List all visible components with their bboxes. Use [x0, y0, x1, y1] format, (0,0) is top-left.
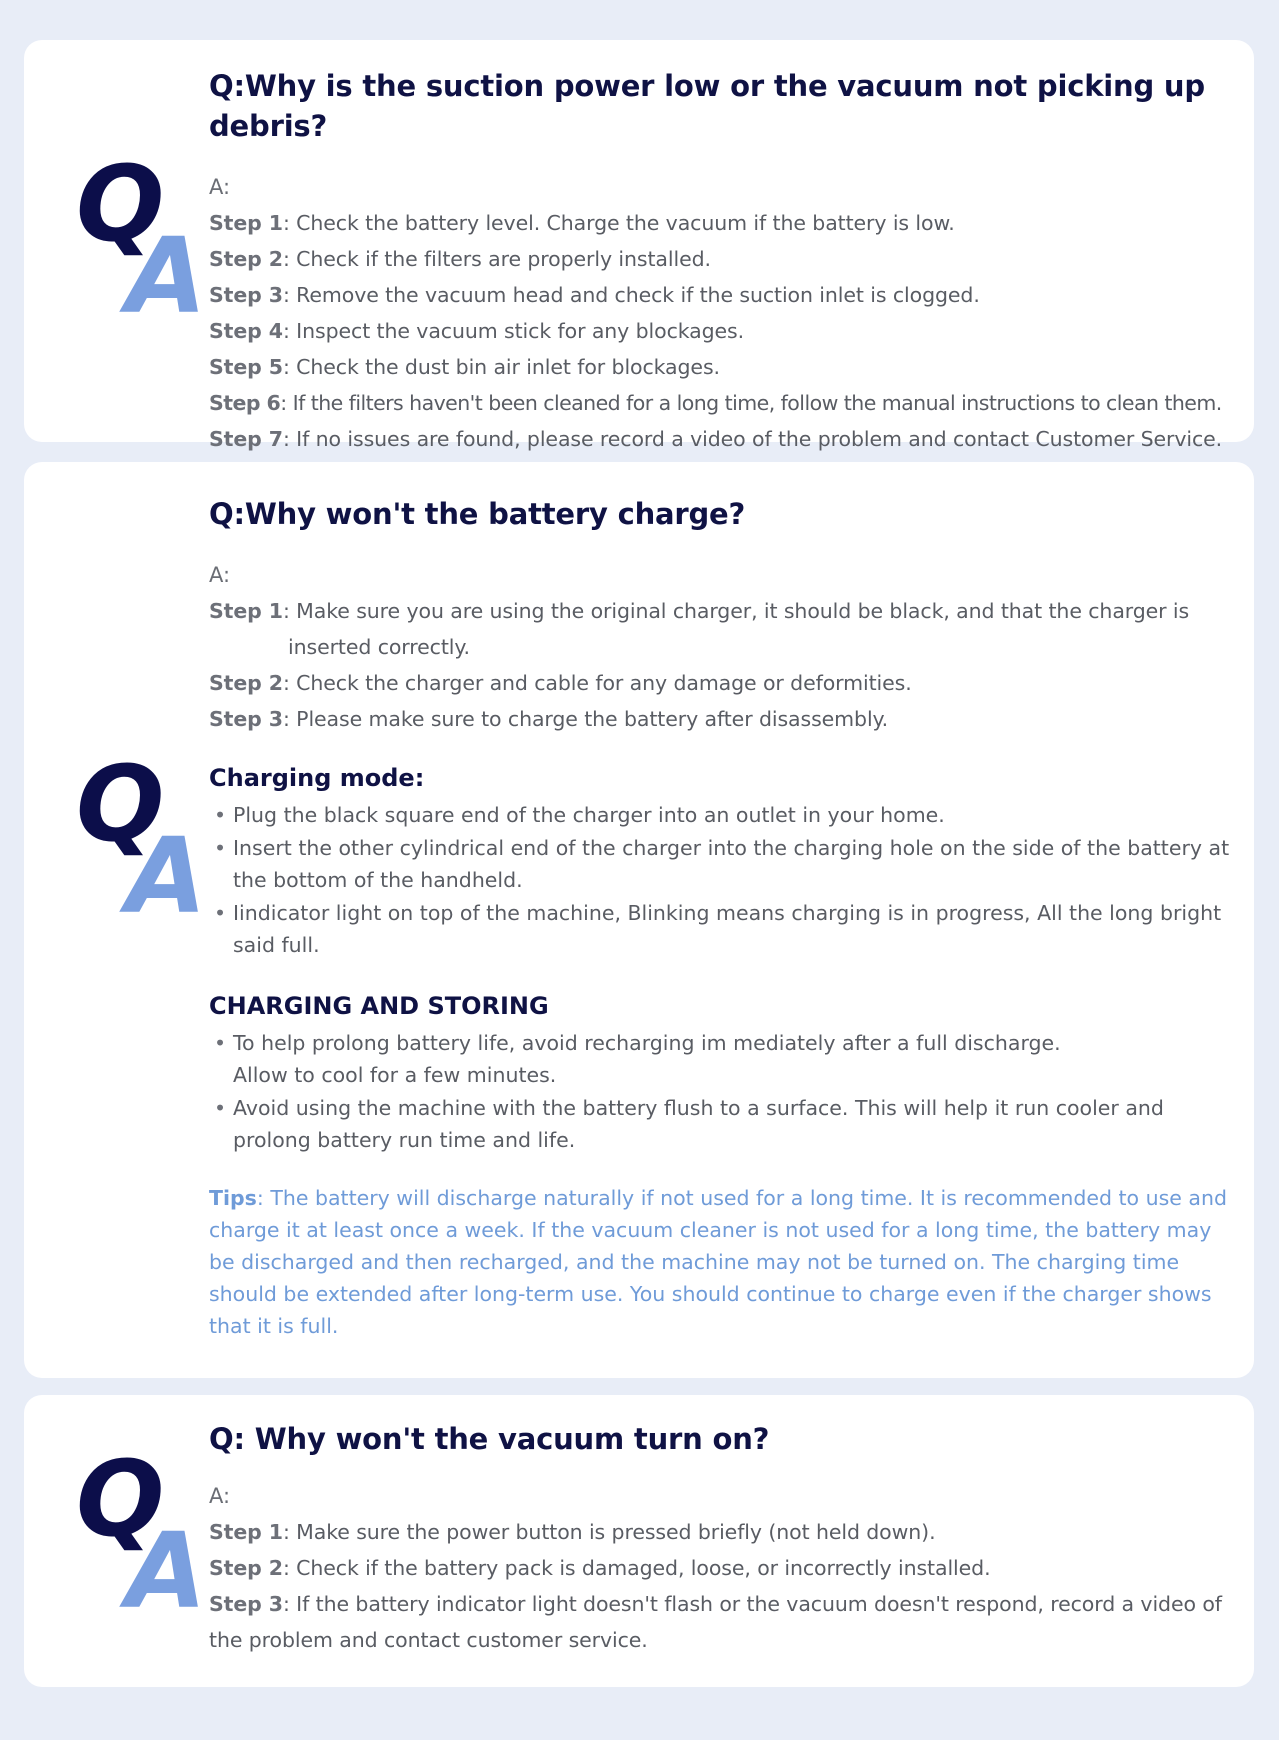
answer-label: A: — [209, 563, 231, 587]
step-2: Step 2: Check the charger and cable for any damage or deformities. — [209, 671, 912, 695]
faq-content — [209, 66, 1244, 457]
step-5: Step 5: Check the dust bin air inlet for blockages. — [209, 355, 720, 379]
list-item: • Iindicator light on top of the machine, Blinking means charging is in progress, All the long bright said full. — [209, 897, 1244, 961]
faq-content — [209, 494, 1244, 1342]
step-6: Step 6: If the filters haven't been cleaned for a long time, follow the manual instructions to clean them. — [209, 391, 1222, 415]
list-item: • Avoid using the machine with the battery flush to a surface. This will help it run cooler and prolong battery run time and life. — [209, 1092, 1244, 1156]
answer-label: A: — [209, 175, 231, 199]
step-3: Step 3: Please make sure to charge the battery after disassembly. — [209, 707, 889, 731]
faq-card-suction — [24, 40, 1254, 451]
charging-storing-list — [209, 1027, 1244, 1156]
qa-logo-icon — [54, 143, 207, 337]
a-letter: A — [126, 215, 207, 337]
q-letter: Q — [76, 1438, 165, 1560]
a-letter: A — [126, 815, 207, 937]
qa-logo-icon — [54, 743, 207, 937]
step-1: Step 1: Check the battery level. Charge the vacuum if the battery is low. — [209, 211, 955, 235]
list-item: • To help prolong battery life, avoid recharging im mediately after a full discharge. Allow to cool for a few minutes. — [209, 1027, 1244, 1091]
question-heading: Q:Why won't the battery charge? — [209, 497, 746, 531]
q-letter: Q — [76, 143, 165, 265]
step-1: Step 1: Make sure you are using the original charger, it should be black, and that the charger is inserted correctly. — [209, 593, 1244, 665]
answer-label: A: — [209, 1484, 231, 1508]
question-heading: Q: Why won't the vacuum turn on? — [209, 1422, 770, 1456]
a-letter: A — [126, 1510, 207, 1632]
charging-storing-title: CHARGING AND STORING — [209, 992, 549, 1020]
step-3-continuation: the problem and contact customer service. — [209, 1628, 648, 1652]
step-4: Step 4: Inspect the vacuum stick for any blockages. — [209, 319, 745, 343]
step-3: Step 3: If the battery indicator light doesn't flash or the vacuum doesn't respond, record a video of the problem and contact customer service. — [209, 1586, 1244, 1658]
step-2: Step 2: Check if the filters are properly installed. — [209, 247, 711, 271]
q-letter: Q — [76, 743, 165, 865]
question-heading: Q:Why is the suction power low or the vacuum not picking up debris? — [209, 69, 1205, 143]
charging-mode-title: Charging mode: — [209, 764, 425, 792]
faq-card-battery-charge — [24, 462, 1254, 1378]
charging-mode-list — [209, 799, 1244, 961]
faq-card-power-on — [24, 1395, 1254, 1687]
list-item: • Insert the other cylindrical end of the charger into the charging hole on the side of the battery at the bottom of the handheld. — [209, 832, 1244, 896]
step-3: Step 3: Remove the vacuum head and check if the suction inlet is clogged. — [209, 283, 980, 307]
tips-paragraph — [209, 1182, 1244, 1342]
tips-label: Tips — [209, 1186, 257, 1210]
step-1: Step 1: Make sure the power button is pressed briefly (not held down). — [209, 1520, 936, 1544]
qa-logo-icon — [54, 1438, 207, 1632]
list-item: • Plug the black square end of the charger into an outlet in your home. — [209, 799, 1244, 831]
step-1-continuation: inserted correctly. — [288, 635, 470, 659]
step-7: Step 7: If no issues are found, please record a video of the problem and contact Customer Service. — [209, 427, 1223, 451]
faq-content — [209, 1419, 1244, 1658]
tips-text: : The battery will discharge naturally if not used for a long time. It is recommended to use and charge it at least once a week. If the vacuum cleaner is not used for a long time, the battery may be discharged and then recharged, and the machine may not be turned on. The charging time should be extended after long-term use. You should continue to charge even if the charger shows that it is full. — [209, 1186, 1227, 1338]
step-2: Step 2: Check if the battery pack is damaged, loose, or incorrectly installed. — [209, 1556, 991, 1580]
